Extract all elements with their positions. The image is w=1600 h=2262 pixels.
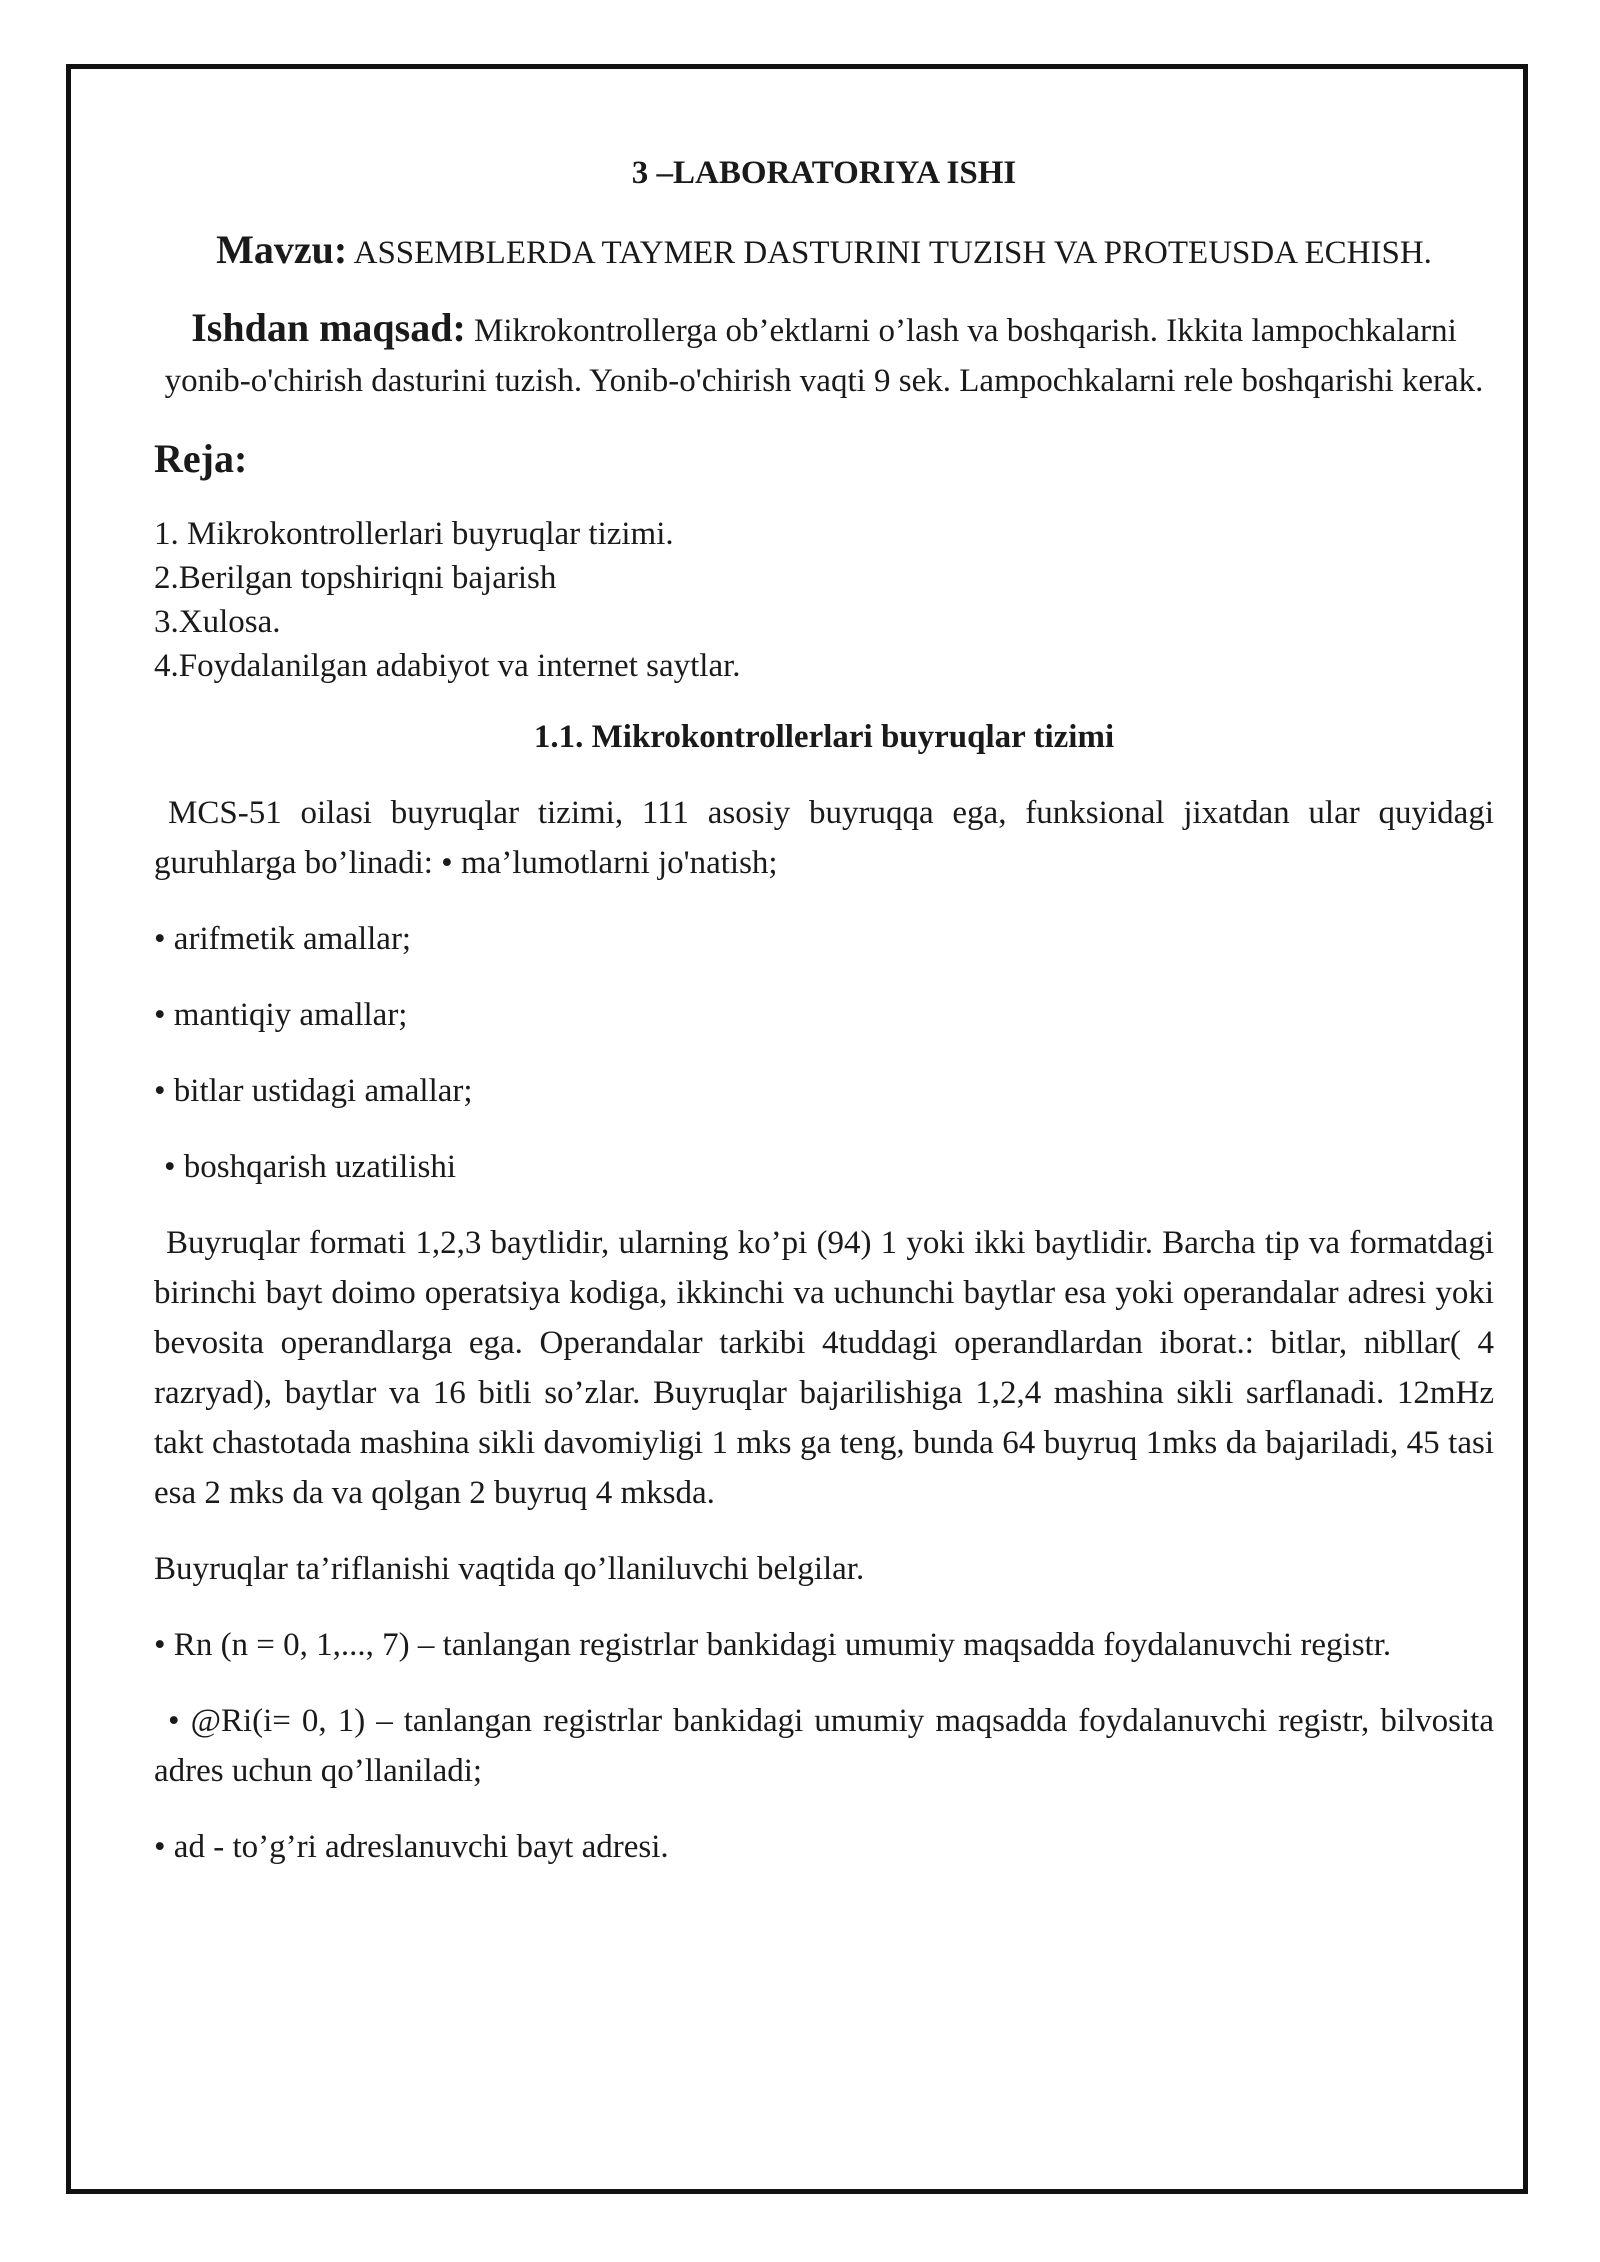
plan-heading: Reja:	[154, 436, 248, 481]
topic-text: ASSEMBLERDA TAYMER DASTURINI TUZISH VA PROTEUSDA ECHISH.	[353, 235, 1432, 271]
bullet-item: • arifmetik amallar;	[154, 921, 412, 957]
symbol-item: • @Ri(i= 0, 1) – tanlangan registrlar bankidagi umumiy maqsadda foydalanuvchi registr, bilvosita adres uchun qo’llaniladi;	[154, 1703, 1494, 1789]
topic-line	[154, 224, 1494, 279]
symbol-item: • ad - to’g’ri adreslanuvchi bayt adresi.	[154, 1829, 669, 1865]
intro-paragraph: MCS-51 oilasi buyruqlar tizimi, 111 asosiy buyruqqa ega, funksional jixatdan ular quyidagi guruhlarga bo’linadi: • ma’lumotlarni jo'natish;	[154, 795, 1494, 881]
bullet-item: • mantiqiy amallar;	[154, 997, 408, 1033]
plan-list	[154, 512, 1494, 688]
goal-text: Mikrokontrollerga ob’ektlarni o’lash va boshqarish. Ikkita lampochkalarni yonib-o'chirish dasturini tuzish. Yonib-o'chirish vaqti 9 sek. Lampochkalarni rele boshqarishi kerak.	[164, 313, 1484, 399]
goal-label: Ishdan maqsad:	[191, 305, 466, 350]
symbols-intro: Buyruqlar ta’riflanishi vaqtida qo’llaniluvchi belgilar.	[154, 1551, 865, 1587]
bullet-item: • boshqarish uzatilishi	[164, 1149, 457, 1185]
bullet-item: • bitlar ustidagi amallar;	[154, 1073, 473, 1109]
plan-item: 3.Xulosa.	[154, 604, 281, 640]
format-paragraph: Buyruqlar formati 1,2,3 baytlidir, ularning ko’pi (94) 1 yoki ikki baytlidir. Barcha tip va formatdagi birinchi bayt doimo operatsiya kodiga, ikkinchi va uchunchi baytlar esa yoki operandalar adresi yoki bevosita operandlarga ega. Operandalar tarkibi 4tuddagi operandlardan iborat.: bitlar, nibllar( 4 razryad), baytlar va 16 bitli so’zlar. Buyruqlar bajarilishiga 1,2,4 mashina sikli sarflanadi. 12mHz takt chastotada mashina sikli davomiyligi 1 mks ga teng, bunda 64 buyruq 1mks da bajariladi, 45 tasi esa 2 mks da va qolgan 2 buyruq 4 mksda.	[154, 1225, 1494, 1511]
symbol-item: • Rn (n = 0, 1,..., 7) – tanlangan registrlar bankidagi umumiy maqsadda foydalanuvchi registr.	[154, 1627, 1392, 1663]
plan-item: 4.Foydalanilgan adabiyot va internet saytlar.	[154, 648, 741, 684]
plan-item: 2.Berilgan topshiriqni bajarish	[154, 560, 557, 596]
section-heading: 1.1. Mikrokontrollerlari buyruqlar tizimi	[533, 719, 1115, 755]
document-body	[154, 140, 1494, 1872]
topic-label: Mavzu:	[216, 227, 348, 272]
plan-item: 1. Mikrokontrollerlari buyruqlar tizimi.	[154, 516, 674, 552]
goal-line	[154, 303, 1494, 406]
lab-title: 3 –LABORATORIYA ISHI	[631, 155, 1017, 191]
